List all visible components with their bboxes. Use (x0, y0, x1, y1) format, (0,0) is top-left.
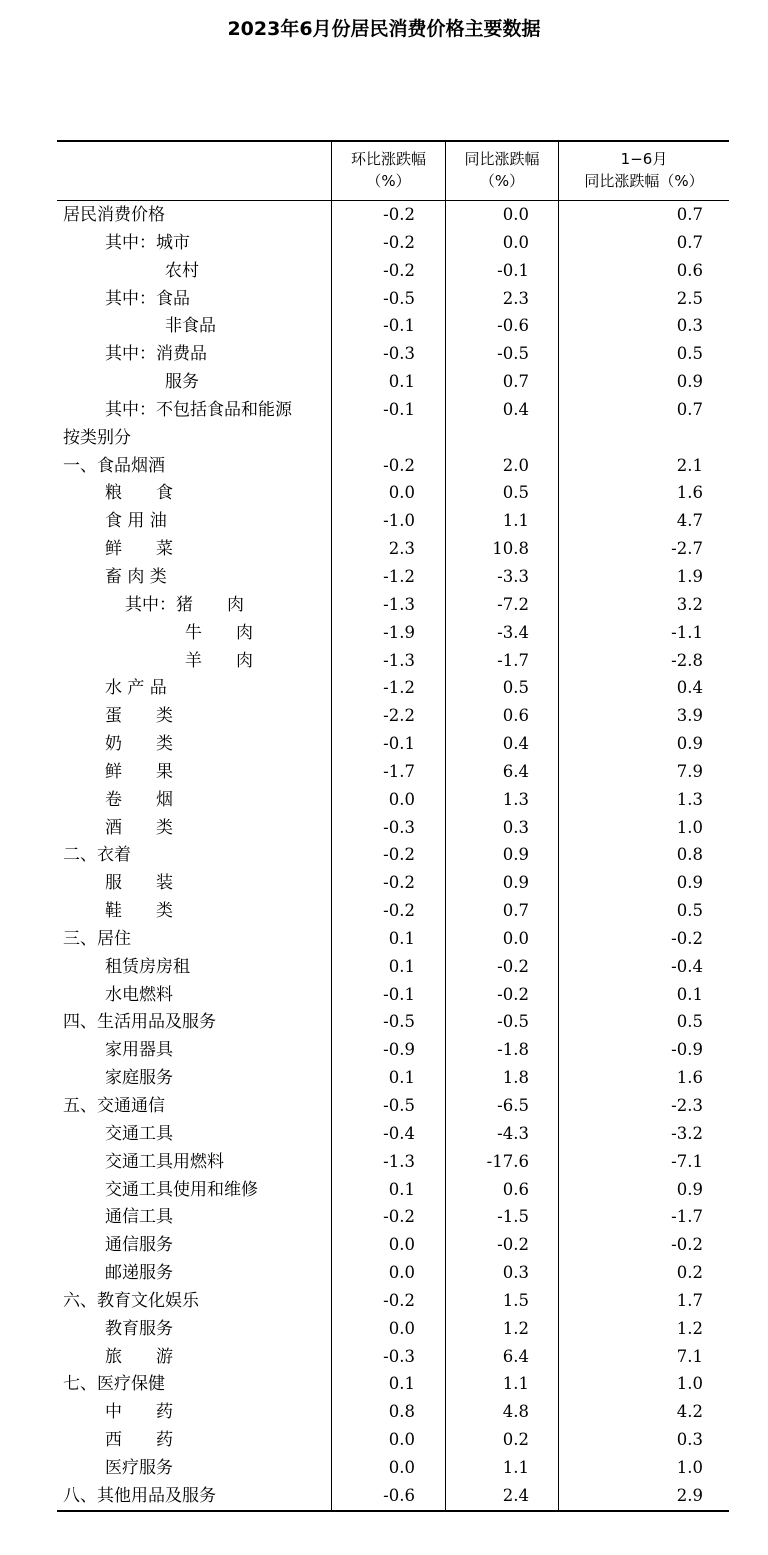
row-label: 鞋 类 (105, 901, 173, 922)
value-mom: -0.1 (383, 734, 415, 754)
table-row (57, 1203, 729, 1231)
value-yoy: 10.8 (492, 539, 529, 559)
value-yoy: 1.1 (502, 1374, 529, 1394)
value-yoy: -0.6 (497, 316, 529, 336)
value-mom (331, 424, 415, 452)
value-mom: -0.3 (383, 344, 415, 364)
value-yoy: -0.5 (497, 1012, 529, 1032)
row-label: 交通工具使用和维修 (105, 1179, 258, 1200)
row-label: 七、医疗保健 (63, 1374, 165, 1395)
value-mom: 0.1 (388, 372, 415, 392)
page-title: 2023年6月份居民消费价格主要数据 (227, 18, 541, 40)
table-row (57, 1398, 729, 1426)
value-mom: 0.1 (388, 1179, 415, 1199)
value-mom: -0.2 (383, 1207, 415, 1227)
row-label: 邮递服务 (105, 1263, 173, 1284)
value-yoy: 0.6 (502, 706, 529, 726)
value-yoy: 0.0 (502, 205, 529, 224)
row-label: 其中：城市 (105, 232, 190, 253)
header-ytd (558, 142, 729, 200)
table-row (57, 591, 729, 619)
row-label: 羊 肉 (185, 650, 253, 671)
row-label: 其中：猪 肉 (125, 594, 244, 615)
table-row (57, 1036, 729, 1064)
value-ytd: 0.9 (676, 734, 703, 754)
value-ytd: 1.0 (676, 817, 703, 837)
value-mom: 0.1 (388, 956, 415, 976)
value-mom: -0.5 (383, 1012, 415, 1032)
value-mom: -0.3 (383, 817, 415, 837)
header-mom-line1: 环比涨跌幅 (350, 150, 426, 168)
table-row (57, 479, 729, 507)
value-yoy: -1.7 (497, 650, 529, 670)
table-row (57, 730, 729, 758)
table-row (57, 1092, 729, 1120)
value-ytd: 3.9 (676, 706, 703, 726)
value-ytd: 1.2 (676, 1318, 703, 1338)
table-row (57, 257, 729, 285)
table-row (57, 814, 729, 842)
table-row (57, 869, 729, 897)
row-label: 家用器具 (105, 1040, 173, 1061)
value-ytd: 1.7 (676, 1290, 703, 1310)
value-mom: -1.3 (383, 594, 415, 614)
value-yoy: 0.3 (502, 1263, 529, 1283)
value-yoy: 2.0 (502, 455, 529, 475)
value-ytd: -1.1 (671, 622, 703, 642)
row-label: 粮 食 (105, 483, 173, 504)
value-mom: -0.1 (383, 399, 415, 419)
table-row (57, 312, 729, 340)
value-mom: -0.2 (383, 205, 415, 224)
value-ytd: 0.5 (676, 344, 703, 364)
value-ytd: 0.2 (676, 1263, 703, 1283)
header-yoy-line2: （%） (479, 172, 525, 190)
row-label: 居民消费价格 (63, 205, 165, 225)
table-row (57, 1120, 729, 1148)
value-yoy: -0.2 (497, 956, 529, 976)
cpi-table (57, 140, 729, 1512)
row-label: 四、生活用品及服务 (63, 1012, 216, 1033)
table-row (57, 1008, 729, 1036)
value-mom: -0.2 (383, 232, 415, 252)
table-row (57, 201, 729, 229)
value-mom: 0.1 (388, 1374, 415, 1394)
value-mom: 0.1 (388, 928, 415, 948)
value-yoy: 1.8 (502, 1068, 529, 1088)
value-mom: 0.0 (388, 483, 415, 503)
table-row (57, 1343, 729, 1371)
table-row (57, 535, 729, 563)
value-yoy: 0.7 (502, 372, 529, 392)
value-mom: -2.2 (383, 706, 415, 726)
table-row (57, 1148, 729, 1176)
value-yoy: -1.5 (497, 1207, 529, 1227)
value-ytd: -7.1 (671, 1151, 703, 1171)
value-ytd: 1.9 (676, 566, 703, 586)
value-yoy: 1.1 (502, 511, 529, 531)
value-ytd: 0.6 (676, 260, 703, 280)
row-label: 服 装 (105, 873, 173, 894)
value-yoy: 0.3 (502, 817, 529, 837)
row-label: 旅 游 (105, 1346, 173, 1367)
value-ytd: 0.9 (676, 873, 703, 893)
value-yoy: 0.5 (502, 483, 529, 503)
value-mom: -1.7 (383, 761, 415, 781)
value-yoy: -3.3 (497, 566, 529, 586)
row-label: 教育服务 (105, 1318, 173, 1339)
value-ytd: 1.6 (676, 1068, 703, 1088)
header-yoy (445, 142, 558, 200)
value-ytd: 0.5 (676, 901, 703, 921)
value-yoy: -6.5 (497, 1096, 529, 1115)
value-mom: -1.2 (383, 678, 415, 698)
value-yoy: 1.2 (502, 1318, 529, 1338)
row-label: 蛋 类 (105, 706, 173, 727)
value-ytd: 0.7 (676, 399, 703, 419)
value-yoy: 6.4 (502, 1346, 529, 1366)
value-mom: -1.3 (383, 1151, 415, 1171)
table-body (57, 201, 729, 1510)
table-row (57, 452, 729, 480)
value-yoy: 6.4 (502, 761, 529, 781)
value-ytd: 7.1 (676, 1346, 703, 1366)
value-mom: 0.8 (388, 1402, 415, 1422)
row-label: 六、教育文化娱乐 (63, 1290, 199, 1311)
header-mom (331, 142, 445, 200)
row-label: 其中：不包括食品和能源 (105, 399, 292, 420)
value-ytd: 2.1 (676, 455, 703, 475)
value-yoy: 2.4 (502, 1485, 529, 1505)
table-row (57, 1426, 729, 1454)
value-mom: -0.1 (383, 316, 415, 336)
value-ytd: 1.0 (676, 1457, 703, 1477)
value-mom: -1.0 (383, 511, 415, 531)
table-row (57, 563, 729, 591)
table-row (57, 702, 729, 730)
header-yoy-line1: 同比涨跌幅 (464, 150, 540, 168)
value-mom: 0.0 (388, 1430, 415, 1450)
table-row (57, 1231, 729, 1259)
row-label: 水电燃料 (105, 984, 173, 1005)
row-label: 酒 类 (105, 817, 173, 838)
row-label: 奶 类 (105, 734, 173, 755)
value-ytd: 7.9 (676, 761, 703, 781)
row-label: 牛 肉 (185, 622, 253, 643)
value-ytd: 0.3 (676, 316, 703, 336)
table-row (57, 368, 729, 396)
value-yoy: -0.2 (497, 1235, 529, 1255)
value-ytd: -3.2 (671, 1123, 703, 1143)
value-ytd: -2.3 (671, 1096, 703, 1115)
row-label: 三、居住 (63, 928, 131, 949)
table-row (57, 229, 729, 257)
value-yoy: -7.2 (497, 594, 529, 614)
value-ytd: -1.7 (671, 1207, 703, 1227)
value-ytd: 0.7 (676, 205, 703, 224)
value-mom: 0.0 (388, 1235, 415, 1255)
value-mom: 0.0 (388, 1263, 415, 1283)
table-row (57, 396, 729, 424)
value-ytd: 4.7 (676, 511, 703, 531)
value-ytd: 0.4 (676, 678, 703, 698)
value-ytd: 0.9 (676, 372, 703, 392)
value-mom: -0.3 (383, 1346, 415, 1366)
value-yoy (445, 424, 529, 452)
value-ytd: -0.2 (671, 1235, 703, 1255)
value-ytd: -0.9 (671, 1040, 703, 1060)
value-yoy: 0.6 (502, 1179, 529, 1199)
row-label: 西 药 (105, 1430, 173, 1451)
value-ytd: 4.2 (676, 1402, 703, 1422)
value-yoy: 0.4 (502, 734, 529, 754)
value-mom: 0.0 (388, 1318, 415, 1338)
value-ytd: 1.0 (676, 1374, 703, 1394)
value-yoy: 4.8 (502, 1402, 529, 1422)
value-mom: -0.1 (383, 984, 415, 1004)
row-label: 畜 肉 类 (105, 566, 167, 587)
table-row (57, 1176, 729, 1204)
value-mom: -1.3 (383, 650, 415, 670)
value-yoy: 0.0 (502, 232, 529, 252)
row-label: 食 用 油 (105, 511, 167, 532)
value-yoy: 0.2 (502, 1430, 529, 1450)
table-row (57, 981, 729, 1009)
table-row (57, 953, 729, 981)
value-mom: 2.3 (388, 539, 415, 559)
table-row (57, 619, 729, 647)
row-label: 一、食品烟酒 (63, 455, 165, 476)
value-yoy: -4.3 (497, 1123, 529, 1143)
value-mom: -0.6 (383, 1485, 415, 1505)
table-row (57, 647, 729, 675)
row-label: 八、其他用品及服务 (63, 1485, 216, 1506)
value-ytd: 0.3 (676, 1430, 703, 1450)
row-label: 农村 (165, 260, 199, 281)
value-mom: 0.0 (388, 789, 415, 809)
value-yoy: 0.9 (502, 845, 529, 865)
value-yoy: -17.6 (486, 1151, 529, 1171)
value-yoy: -1.8 (497, 1040, 529, 1060)
value-mom: -0.4 (383, 1123, 415, 1143)
value-ytd (558, 424, 703, 452)
value-yoy: 1.3 (502, 789, 529, 809)
value-mom: 0.1 (388, 1068, 415, 1088)
row-label: 服务 (165, 372, 199, 393)
value-ytd: 3.2 (676, 594, 703, 614)
table-row (57, 925, 729, 953)
header-mom-line2: （%） (366, 172, 411, 190)
value-mom: -0.2 (383, 455, 415, 475)
value-mom: -1.9 (383, 622, 415, 642)
table-row (57, 674, 729, 702)
value-yoy: 1.5 (502, 1290, 529, 1310)
value-mom: -0.2 (383, 845, 415, 865)
row-label: 鲜 菜 (105, 539, 173, 560)
table-row (57, 340, 729, 368)
row-label: 非食品 (165, 316, 216, 337)
row-label: 中 药 (105, 1402, 173, 1423)
table-row (57, 1259, 729, 1287)
table-row (57, 786, 729, 814)
value-ytd: 2.5 (676, 288, 703, 308)
table-row (57, 1287, 729, 1315)
value-mom: -0.2 (383, 260, 415, 280)
table-row (57, 1315, 729, 1343)
value-ytd: 0.7 (676, 232, 703, 252)
value-ytd: 0.8 (676, 845, 703, 865)
value-ytd: -2.8 (671, 650, 703, 670)
value-ytd: -0.4 (671, 956, 703, 976)
row-label: 五、交通通信 (63, 1096, 165, 1116)
value-yoy: 2.3 (502, 288, 529, 308)
row-label: 通信工具 (105, 1207, 173, 1228)
value-yoy: -0.2 (497, 984, 529, 1004)
value-yoy: 0.7 (502, 901, 529, 921)
value-yoy: -0.5 (497, 344, 529, 364)
table-row (57, 1370, 729, 1398)
row-label: 卷 烟 (105, 789, 173, 810)
value-ytd: 0.1 (676, 984, 703, 1004)
value-yoy: 0.9 (502, 873, 529, 893)
value-mom: -0.9 (383, 1040, 415, 1060)
table-row (57, 507, 729, 535)
table-row (57, 841, 729, 869)
header-ytd-line2: 同比涨跌幅（%） (584, 172, 704, 190)
value-ytd: 0.5 (676, 1012, 703, 1032)
value-ytd: 1.6 (676, 483, 703, 503)
value-mom: 0.0 (388, 1457, 415, 1477)
row-label: 水 产 品 (105, 678, 167, 699)
value-ytd: 0.9 (676, 1179, 703, 1199)
row-label: 租赁房房租 (105, 956, 190, 977)
row-label: 按类别分 (63, 427, 131, 448)
row-label: 其中：食品 (105, 288, 190, 309)
table-row (57, 424, 729, 452)
value-mom: -0.2 (383, 1290, 415, 1310)
value-ytd: -0.2 (671, 928, 703, 948)
value-mom: -0.5 (383, 288, 415, 308)
value-mom: -0.2 (383, 873, 415, 893)
value-yoy: 1.1 (502, 1457, 529, 1477)
row-label: 医疗服务 (105, 1457, 173, 1478)
value-mom: -0.2 (383, 901, 415, 921)
row-label: 二、衣着 (63, 845, 131, 866)
value-yoy: 0.0 (502, 928, 529, 948)
table-row (57, 1482, 729, 1510)
value-yoy: 0.4 (502, 399, 529, 419)
header-ytd-line1: 1−6月 (620, 150, 668, 168)
value-ytd: 1.3 (676, 789, 703, 809)
value-yoy: -3.4 (497, 622, 529, 642)
table-row (57, 1064, 729, 1092)
row-label: 其中：消费品 (105, 344, 207, 365)
table-header (57, 142, 729, 201)
value-ytd: 2.9 (676, 1485, 703, 1505)
row-label: 交通工具用燃料 (105, 1151, 224, 1172)
table-row (57, 897, 729, 925)
row-label: 交通工具 (105, 1123, 173, 1144)
value-mom: -0.5 (383, 1096, 415, 1115)
table-row (57, 285, 729, 313)
row-label: 鲜 果 (105, 761, 173, 782)
value-ytd: -2.7 (671, 539, 703, 559)
value-yoy: 0.5 (502, 678, 529, 698)
row-label: 家庭服务 (105, 1068, 173, 1089)
value-yoy: -0.1 (497, 260, 529, 280)
table-row (57, 758, 729, 786)
table-row (57, 1454, 729, 1482)
row-label: 通信服务 (105, 1235, 173, 1256)
value-mom: -1.2 (383, 566, 415, 586)
